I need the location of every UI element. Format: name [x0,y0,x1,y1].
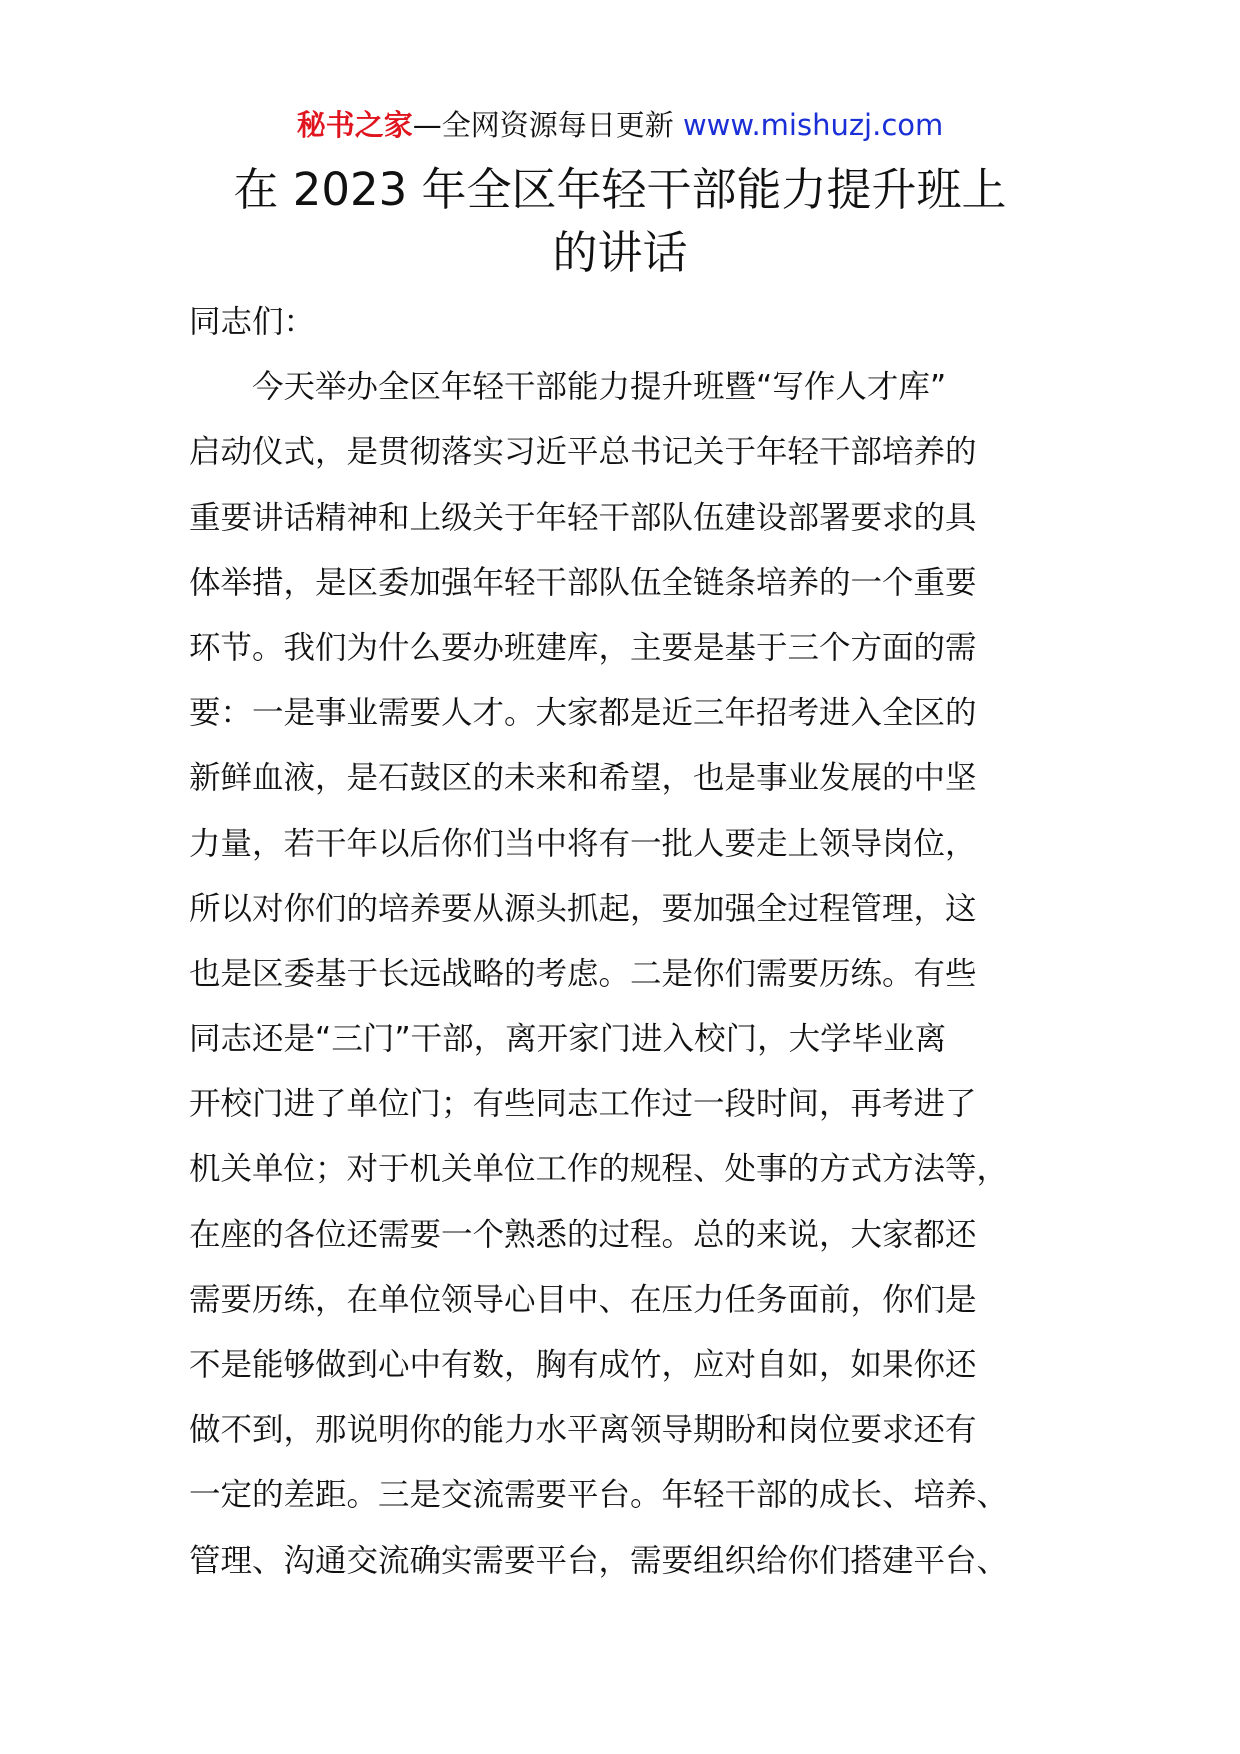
body-line: 在座的各位还需要一个熟悉的过程。总的来说，大家都还 [189,1216,977,1253]
body-line: 也是区委基于长远战略的考虑。二是你们需要历练。有些 [189,955,977,992]
body-line: 环节。我们为什么要办班建库，主要是基于三个方面的需 [189,629,977,666]
body-line: 做不到，那说明你的能力水平离领导期盼和岗位要求还有 [189,1412,977,1449]
body-line: 一定的差距。三是交流需要平台。年轻干部的成长、培养、 [189,1477,1009,1514]
body-line: 今天举办全区年轻干部能力提升班暨“写作人才库” [189,369,947,406]
body-line: 不是能够做到心中有数，胸有成竹，应对自如，如果你还 [189,1347,977,1383]
body-line: 机关单位；对于机关单位工作的规程、处事的方式方法等， [189,1151,1009,1188]
body-line: 开校门进了单位门；有些同志工作过一段时间，再考进了 [189,1086,977,1123]
title-line-2: 的讲话 [552,226,688,279]
body-line: 要：一是事业需要人才。大家都是近三年招考进入全区的 [189,695,977,732]
title-line-1: 在 2023 年全区年轻干部能力提升班上 [233,163,1007,216]
salutation: 同志们： [189,304,316,340]
body-line: 重要讲话精神和上级关于年轻干部队伍建设部署要求的具 [189,499,977,536]
document-title [0,158,1240,284]
brand-name: 秘书之家 [296,108,413,142]
body-line: 启动仪式，是贯彻落实习近平总书记关于年轻干部培养的 [189,434,977,471]
header-slogan: —全网资源每日更新 [412,108,674,142]
watermark-header [0,100,1240,150]
body-line: 力量，若干年以后你们当中将有一批人要走上领导岗位， [189,825,977,862]
body-line: 需要历练，在单位领导心目中、在压力任务面前，你们是 [189,1281,977,1318]
website-link[interactable]: www.mishuzj.com [682,108,944,142]
body-line: 同志还是“三门”干部，离开家门进入校门，大学毕业离 [189,1021,947,1058]
speech-body [189,290,1069,1594]
body-line: 新鲜血液，是石鼓区的未来和希望，也是事业发展的中坚 [189,760,977,797]
body-line: 管理、沟通交流确实需要平台，需要组织给你们搭建平台、 [189,1542,1009,1579]
body-line: 体举措，是区委加强年轻干部队伍全链条培养的一个重要 [189,564,977,601]
body-line: 所以对你们的培养要从源头抓起，要加强全过程管理，这 [189,890,977,927]
